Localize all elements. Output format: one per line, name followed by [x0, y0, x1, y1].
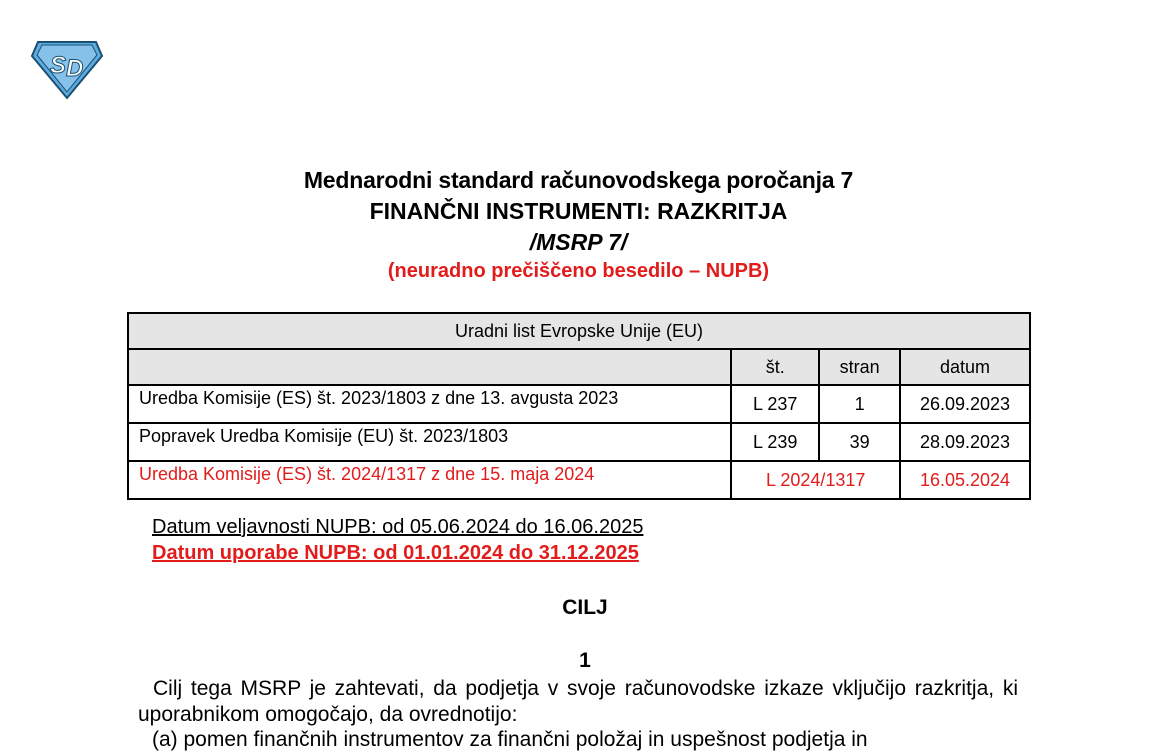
table-row: [128, 385, 1030, 423]
table-header-row: [128, 349, 1030, 385]
document-subtitle: FINANČNI INSTRUMENTI: RAZKRITJA: [369, 198, 788, 224]
document-title: Mednarodni standard računovodskega poročanja 7: [303, 167, 854, 193]
column-header-datum: datum: [900, 349, 1030, 385]
journal-date: 28.09.2023: [900, 423, 1030, 461]
journal-date: 16.05.2024: [900, 461, 1030, 499]
header-empty-cell: [128, 349, 731, 385]
table-caption-row: [128, 313, 1030, 349]
shield-logo-icon: [30, 40, 104, 100]
unofficial-text-note: (neuradno prečiščeno besedilo – NUPB): [387, 260, 770, 282]
svg-text:D: D: [66, 55, 84, 82]
journal-page: 1: [819, 385, 900, 423]
paragraph-number: 1: [579, 649, 591, 672]
paragraph-text: [138, 676, 1018, 728]
validity-date: Datum veljavnosti NUPB: od 05.06.2024 do 16.06.2025: [152, 516, 644, 538]
journal-number: L 237: [731, 385, 819, 423]
journal-number: L 2024/1317: [731, 461, 900, 499]
regulation-label: Popravek Uredba Komisije (EU) št. 2023/1803: [128, 423, 731, 461]
journal-number: L 239: [731, 423, 819, 461]
document-code: /MSRP 7/: [529, 229, 628, 255]
official-journal-table: [127, 312, 1031, 500]
journal-date: 26.09.2023: [900, 385, 1030, 423]
svg-text:S: S: [50, 52, 67, 79]
table-caption: Uradni list Evropske Unije (EU): [128, 313, 1030, 349]
paragraph-body: Cilj tega MSRP je zahtevati, da podjetja v svoje računovodske izkaze vključijo razkritja, ki uporabnikom omogočajo, da ovrednotijo:: [138, 677, 1018, 726]
list-item: (a) pomen finančnih instrumentov za finančni položaj in uspešnost podjetja in: [152, 728, 868, 751]
column-header-stran: stran: [819, 349, 900, 385]
section-heading: CILJ: [562, 596, 608, 619]
column-header-st: št.: [731, 349, 819, 385]
table-row: [128, 461, 1030, 499]
regulation-label: Uredba Komisije (ES) št. 2023/1803 z dne 13. avgusta 2023: [128, 385, 731, 423]
application-date: Datum uporabe NUPB: od 01.01.2024 do 31.12.2025: [152, 542, 639, 564]
table-row: [128, 423, 1030, 461]
journal-page: 39: [819, 423, 900, 461]
regulation-label: Uredba Komisije (ES) št. 2024/1317 z dne 15. maja 2024: [128, 461, 731, 499]
